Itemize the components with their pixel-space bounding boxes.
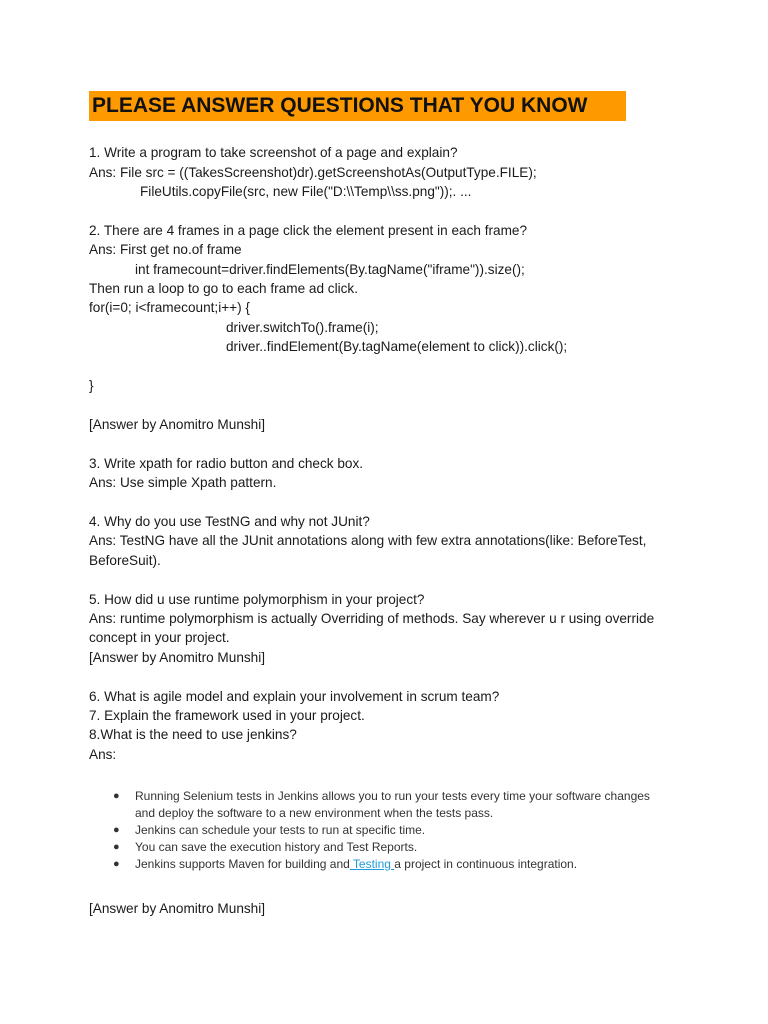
question-1: 1. Write a program to take screenshot of a page and explain? — [89, 145, 458, 160]
answer-5-line-1: Ans: runtime polymorphism is actually Overriding of methods. Say wherever u r using override — [89, 611, 655, 626]
question-7: 7. Explain the framework used in your project. — [89, 708, 365, 723]
bullet-1-line-2: and deploy the software to a new environment when the tests pass. — [135, 806, 494, 820]
bullet-2: Jenkins can schedule your tests to run at specific time. — [135, 823, 426, 837]
answer-2-line-7: } — [89, 378, 94, 393]
answer-2-line-3: Then run a loop to go to each frame ad click. — [89, 281, 359, 296]
bullet-4 — [135, 856, 577, 873]
bullet-3: You can save the execution history and Test Reports. — [135, 840, 418, 854]
bullet-marker-icon: ● — [113, 841, 120, 853]
answer-2-line-4: for(i=0; i<framecount;i++) { — [89, 300, 250, 315]
answer-2-line-1: Ans: First get no.of frame — [89, 242, 242, 257]
answer-2-line-2: int framecount=driver.findElements(By.tagName("iframe")).size(); — [135, 262, 525, 277]
answer-4-line-2: BeforeSuit). — [89, 553, 161, 568]
bullet-marker-icon: ● — [113, 858, 120, 870]
question-8: 8.What is the need to use jenkins? — [89, 727, 297, 742]
bullet-1-line-1: Running Selenium tests in Jenkins allows you to run your tests every time your software changes — [135, 789, 650, 803]
answer-2-line-6: driver..findElement(By.tagName(element to click)).click(); — [226, 339, 568, 354]
answer-3: Ans: Use simple Xpath pattern. — [89, 475, 277, 490]
testing-link[interactable]: Testing — [349, 857, 395, 871]
answer-1-line-1: Ans: File src = ((TakesScreenshot)dr).getScreenshotAs(OutputType.FILE); — [89, 165, 537, 180]
page-title: PLEASE ANSWER QUESTIONS THAT YOU KNOW — [89, 91, 626, 121]
answer-credit-1: [Answer by Anomitro Munshi] — [89, 417, 266, 432]
question-2: 2. There are 4 frames in a page click the element present in each frame? — [89, 223, 528, 238]
answer-1-line-2: FileUtils.copyFile(src, new File("D:\\Temp\\ss.png"));. ... — [140, 184, 472, 199]
bullet-marker-icon: ● — [113, 790, 120, 802]
question-3: 3. Write xpath for radio button and check box. — [89, 456, 364, 471]
bullet-4-text-start: Jenkins supports Maven for building and — [135, 857, 350, 871]
question-4: 4. Why do you use TestNG and why not JUnit? — [89, 514, 370, 529]
bullet-marker-icon: ● — [113, 824, 120, 836]
answer-2-line-5: driver.switchTo().frame(i); — [226, 320, 379, 335]
answer-credit-2: [Answer by Anomitro Munshi] — [89, 650, 266, 665]
answer-8: Ans: — [89, 747, 117, 762]
question-5: 5. How did u use runtime polymorphism in your project? — [89, 592, 425, 607]
question-6: 6. What is agile model and explain your involvement in scrum team? — [89, 689, 500, 704]
bullet-4-text-end: a project in continuous integration. — [394, 857, 578, 871]
answer-4-line-1: Ans: TestNG have all the JUnit annotations along with few extra annotations(like: BeforeTest, — [89, 533, 647, 548]
answer-credit-3: [Answer by Anomitro Munshi] — [89, 901, 266, 916]
answer-5-line-2: concept in your project. — [89, 630, 230, 645]
